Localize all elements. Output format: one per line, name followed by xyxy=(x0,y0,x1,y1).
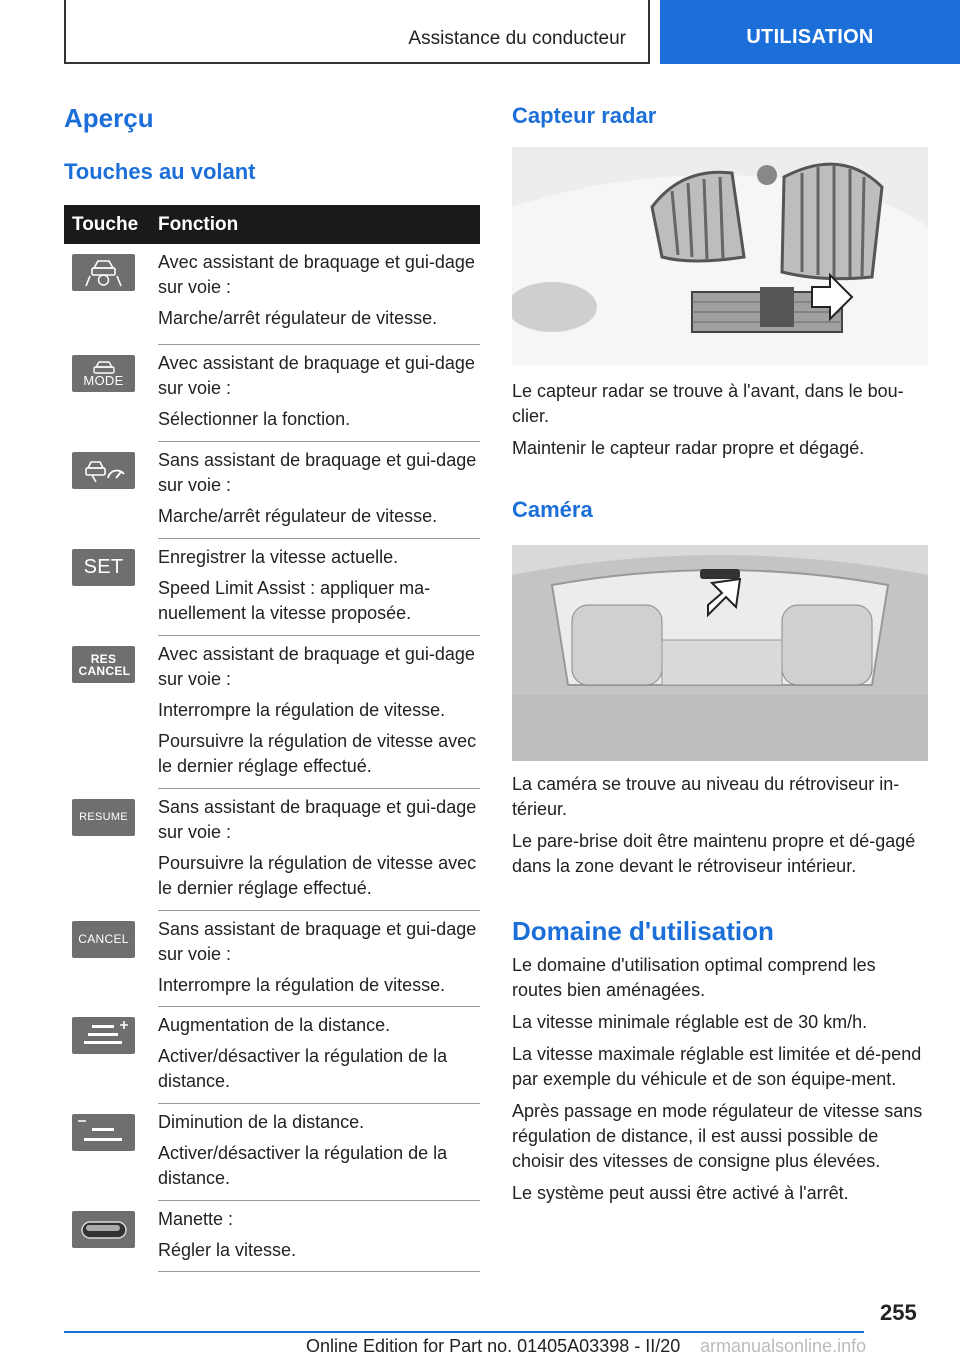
buttons-table xyxy=(64,205,480,1260)
function-text: Sans assistant de braquage et gui-dage sur voie : Poursuivre la régulation de vitesse avec le dernier réglage effectué. xyxy=(158,797,477,898)
cancel-button-icon: CANCEL xyxy=(72,921,135,958)
camera-text xyxy=(512,772,928,886)
table-row xyxy=(64,1007,480,1104)
function-text: Avec assistant de braquage et gui-dage sur voie : Interrompre la régulation de vitesse. Poursuivre la régulation de vitesse avec le dernier réglage effectué. xyxy=(158,644,477,776)
function-text: Avec assistant de braquage et gui-dage sur voie : Marche/arrêt régulateur de vitesse. xyxy=(158,252,475,328)
row-divider xyxy=(158,1271,480,1272)
resume-button-icon: RESUME xyxy=(72,799,135,836)
table-row xyxy=(64,789,480,911)
camera-image xyxy=(512,545,928,761)
camera-paragraph: La caméra se trouve au niveau du rétroviseur in-térieur. xyxy=(512,774,900,819)
function-text: Diminution de la distance. Activer/désactiver la régulation de la distance. xyxy=(158,1112,448,1188)
domain-paragraph: Le système peut aussi être activé à l'arrêt. xyxy=(512,1183,849,1203)
domain-paragraph: Après passage en mode régulateur de vitesse sans régulation de distance, il est aussi possible de choisir des vitesses de consigne plus élevées. xyxy=(512,1101,923,1171)
set-button-icon: SET xyxy=(72,549,135,586)
function-text: Sans assistant de braquage et gui-dage sur voie : Marche/arrêt régulateur de vitesse. xyxy=(158,450,477,526)
section-heading-buttons: Touches au volant xyxy=(64,159,256,184)
table-row xyxy=(64,442,480,539)
table-row xyxy=(64,539,480,636)
domain-paragraph: La vitesse maximale réglable est limitée et dé-pend par exemple du véhicule et de son équipe-ment. xyxy=(512,1044,922,1089)
table-row xyxy=(64,244,480,345)
table-row xyxy=(64,911,480,1007)
header-frame xyxy=(64,0,650,64)
function-text: Manette : Régler la vitesse. xyxy=(158,1209,297,1260)
table-header xyxy=(64,205,480,244)
section-title: Assistance du conducteur xyxy=(408,28,626,49)
distance-increase-icon xyxy=(72,1017,135,1054)
radar-paragraph: Le capteur radar se trouve à l'avant, dans le bou-clier. xyxy=(512,381,904,426)
camera-heading: Caméra xyxy=(512,497,593,522)
domain-heading: Domaine d'utilisation xyxy=(512,916,774,946)
radar-text xyxy=(512,379,928,468)
function-text: Sans assistant de braquage et gui-dage sur voie : Interrompre la régulation de vitesse. xyxy=(158,919,477,995)
watermark-text: armanualsonline.info xyxy=(700,1336,867,1356)
page-number: 255 xyxy=(880,1300,917,1325)
cruise-control-icon xyxy=(72,452,135,489)
chapter-tab[interactable]: UTILISATION xyxy=(660,0,960,64)
domain-text xyxy=(512,953,928,1213)
table-row xyxy=(64,1104,480,1201)
table-row xyxy=(64,345,480,442)
edition-text: Online Edition for Part no. 01405A03398 - II/20 xyxy=(306,1336,681,1356)
steering-assist-icon xyxy=(72,254,135,291)
camera-paragraph: Le pare-brise doit être maintenu propre et dé-gagé dans la zone devant le rétroviseur intérieur. xyxy=(512,831,916,876)
column-header-function: Fonction xyxy=(158,213,239,235)
footer-divider xyxy=(64,1331,864,1333)
function-text: Avec assistant de braquage et gui-dage sur voie : Sélectionner la fonction. xyxy=(158,353,475,429)
function-text: Enregistrer la vitesse actuelle. Speed Limit Assist : appliquer ma-nuellement la vitesse proposée. xyxy=(158,547,431,623)
table-row xyxy=(64,1201,480,1272)
mode-button-icon: MODE xyxy=(72,355,135,392)
page-title: Aperçu xyxy=(64,103,154,133)
res-cancel-button-icon: RES CANCEL xyxy=(72,646,135,683)
column-header-key: Touche xyxy=(72,213,139,235)
function-text: Augmentation de la distance. Activer/désactiver la régulation de la distance. xyxy=(158,1015,448,1091)
radar-paragraph: Maintenir le capteur radar propre et dégagé. xyxy=(512,438,865,458)
domain-paragraph: Le domaine d'utilisation optimal comprend les routes bien aménagées. xyxy=(512,955,876,1000)
distance-decrease-icon xyxy=(72,1114,135,1151)
radar-sensor-image xyxy=(512,147,928,365)
domain-paragraph: La vitesse minimale réglable est de 30 km/h. xyxy=(512,1012,868,1032)
radar-heading: Capteur radar xyxy=(512,103,657,128)
table-row xyxy=(64,636,480,789)
rocker-switch-icon xyxy=(72,1211,135,1248)
